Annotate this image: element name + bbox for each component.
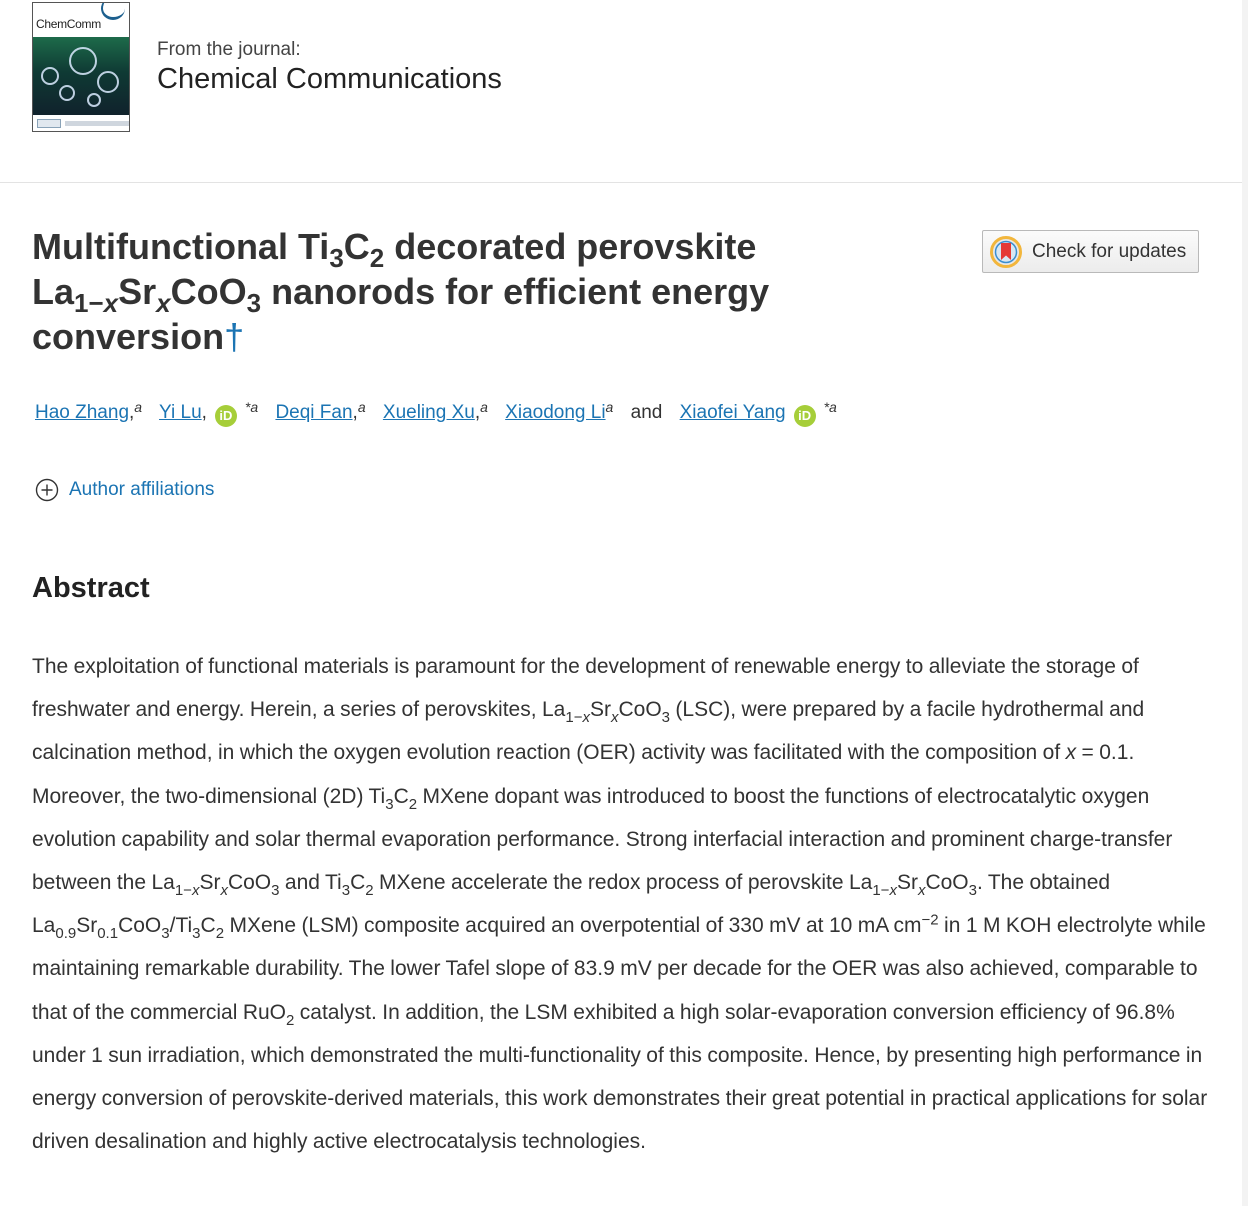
cover-journal-name: ChemComm [36, 17, 101, 31]
author-link[interactable]: Hao Zhang [35, 402, 130, 423]
from-journal-label: From the journal: [157, 39, 301, 60]
abstract-heading: Abstract [32, 572, 150, 604]
author-affiliations-toggle[interactable] [35, 478, 214, 502]
author-link[interactable]: Xiaodong Li [505, 402, 606, 423]
author-link[interactable]: Xiaofei Yang [679, 402, 786, 423]
journal-cover-thumbnail[interactable] [32, 2, 130, 132]
plus-circle-icon [35, 478, 59, 502]
article-title: Multifunctional $Ti_3C_2$ decorated perovskite $La_{1-x}Sr_xCoO_3$ nanorods for efficient energy conversion† [32, 226, 770, 357]
esi-dagger-link[interactable]: † [224, 316, 245, 357]
scrollbar-track[interactable] [1242, 0, 1248, 1206]
author-list: Hao Zhang,$^a$ Yi Lu, $iD^{*a}$ Deqi Fan,$^a$ Xueling Xu,$^a$ Xiaodong Li$^a$ and Xiaofei Yang $iD^{*a}$ [35, 399, 837, 427]
cover-publisher-logo [37, 119, 61, 128]
journal-name[interactable]: Chemical Communications [157, 63, 502, 95]
cover-artwork [33, 37, 130, 115]
author-link[interactable]: Deqi Fan [275, 402, 353, 423]
crossmark-icon [990, 236, 1022, 268]
cover-footer-bar [65, 121, 130, 126]
abstract-text: The exploitation of functional materials is paramount for the development of renewable energy to alleviate the storage of freshwater and energy. Herein, a series of perovskites, $La_{1-x}Sr_xCoO_3$ (LSC), were prepared by a facile hydrothermal and calcination method, in which the oxygen evolution reaction (OER) activity was facilitated with the composition of x = 0.1. Moreover, the two-dimensional (2D) $Ti_3C_2$ MXene dopant was introduced to boost the functions of electrocatalytic oxygen evolution capability and solar thermal evaporation performance. Strong interfacial interaction and prominent charge-transfer between the $La_{1-x}Sr_xCoO_3$ and $Ti_3C_2$ MXene accelerate the redox process of perovskite $La_{1-x}Sr_xCoO_3$. The obtained $La_{0.9}Sr_{0.1}CoO_3/Ti_3C_2$ MXene (LSM) composite acquired an overpotential of 330 mV at 10 mA $cm^{-2}$ in 1 M KOH electrolyte while maintaining remarkable durability. The lower Tafel slope of 83.9 mV per decade for the OER was also achieved, comparable to that of the commercial RuO$_2$ catalyst. In addition, the LSM exhibited a high solar-evaporation conversion efficiency of 96.8% under 1 sun irradiation, which demonstrated the multi-functionality of this composite. Hence, by presenting high performance in energy conversion of perovskite-derived materials, this work demonstrates their great potential in practical applications for solar driven desalination and highly active electrocatalysis technologies. [32, 655, 1208, 1154]
author-affiliations-label: Author affiliations [69, 479, 215, 500]
cover-logo-arc [101, 2, 125, 20]
author-link[interactable]: Xueling Xu [382, 402, 475, 423]
author-link[interactable]: Yi Lu [159, 402, 202, 423]
orcid-icon[interactable]: iD [794, 405, 816, 427]
check-for-updates-button[interactable] [982, 230, 1199, 273]
orcid-icon[interactable]: iD [215, 405, 237, 427]
header-divider [0, 182, 1242, 183]
check-for-updates-label: Check for updates [1032, 240, 1187, 262]
and-word: and [630, 402, 663, 423]
